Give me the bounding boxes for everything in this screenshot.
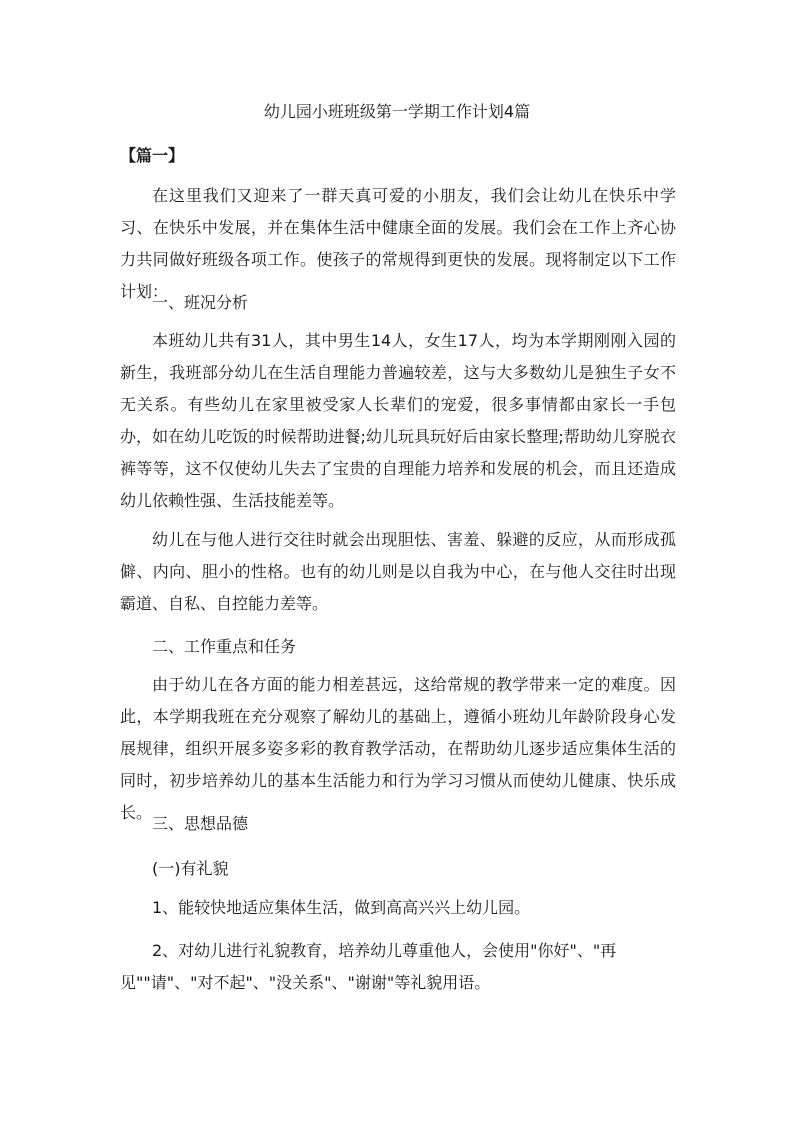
list-item: 2、对幼儿进行礼貌教育，培养幼儿尊重他人，会使用"你好"、"再见""请"、"对不起"、"没关系"、"谢谢"等礼貌用语。 (120, 941, 617, 992)
section-tag: 【篇一】 (120, 146, 185, 165)
heading-moral-education: 三、思想品德 (152, 814, 249, 833)
intro-paragraph: 在这里我们又迎来了一群天真可爱的小朋友，我们会让幼儿在快乐中学习、在快乐中发展，并在集体生活中健康全面的发展。我们会在工作上齐心协力共同做好班级各项工作。使孩子的常规得到更快的发展。现将制定以下工作计划： (120, 186, 676, 301)
paragraph-social-behavior: 幼儿在与他人进行交往时就会出现胆怯、害羞、躲避的反应，从而形成孤僻、内向、胆小的性格。也有的幼儿则是以自我为中心，在与他人交往时出现霸道、自私、自控能力差等。 (120, 530, 676, 613)
paragraph-class-analysis: 本班幼儿共有31人，其中男生14人，女生17人，均为本学期刚刚入园的新生，我班部分幼儿在生活自理能力普遍较差，这与大多数幼儿是独生子女不无关系。有些幼儿在家里被受家人长辈们的宠爱，很多事情都由家长一手包办，如在幼儿吃饭的时候帮助进餐;幼儿玩具玩好后由家长整理;帮助幼儿穿脱衣裤等等，这不仅使幼儿失去了宝贵的自理能力培养和发展的机会，而且还造成幼儿依赖性强、生活技能差等。 (120, 331, 676, 510)
paragraph-work-focus: 由于幼儿在各方面的能力相差甚远，这给常规的教学带来一定的难度。因此，本学期我班在充分观察了解幼儿的基础上，遵循小班幼儿年龄阶段身心发展规律，组织开展多姿多彩的教育教学活动，在帮助幼儿逐步适应集体生活的同时，初步培养幼儿的基本生活能力和行为学习习惯从而使幼儿健康、快乐成长。 (120, 675, 676, 822)
heading-class-analysis: 一、班况分析 (152, 293, 249, 312)
list-item: 1、能较快地适应集体生活，做到高高兴兴上幼儿园。 (152, 898, 531, 917)
subheading-politeness: (一)有礼貌 (152, 859, 229, 878)
document-title: 幼儿园小班班级第一学期工作计划4篇 (263, 102, 531, 121)
heading-work-focus: 二、工作重点和任务 (152, 637, 297, 656)
